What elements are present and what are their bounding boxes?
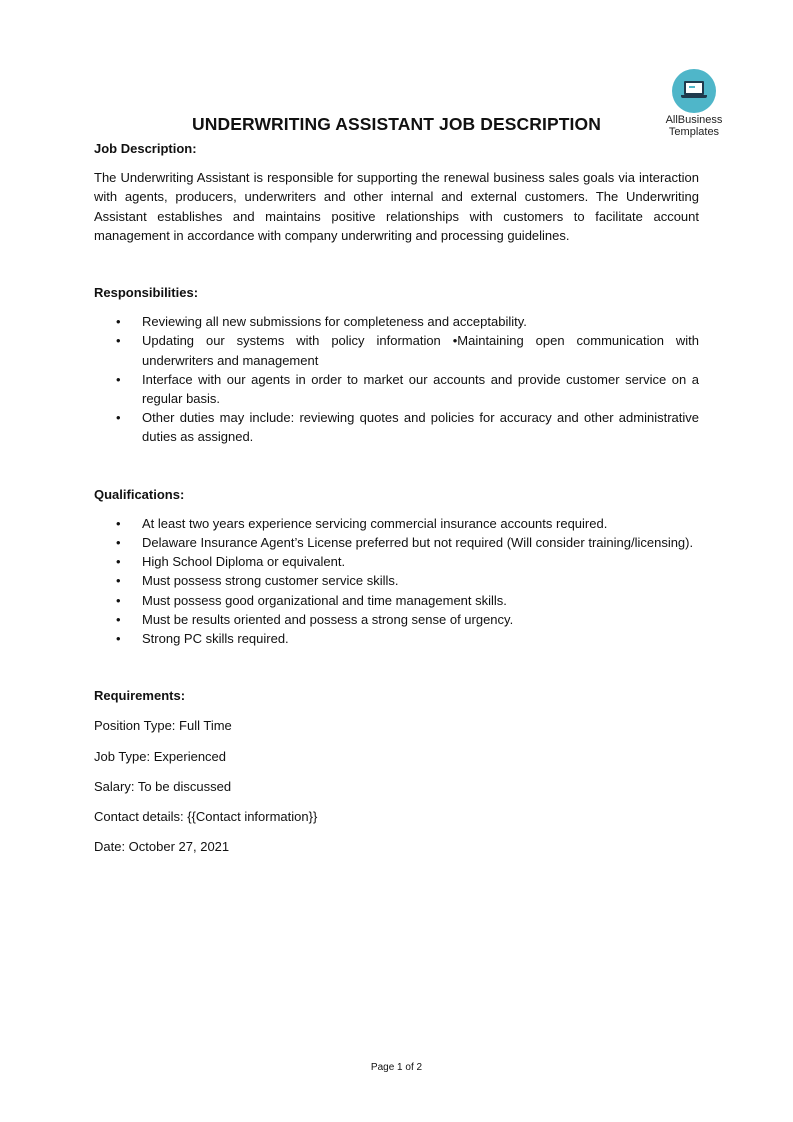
date: Date: October 27, 2021 xyxy=(94,839,230,855)
requirements-heading: Requirements: xyxy=(94,688,186,704)
position-type: Position Type: Full Time xyxy=(94,718,232,734)
job-description-text: The Underwriting Assistant is responsible for supporting the renewal business sales goals via interaction with agents, producers, underwriters and other internal and external customers. The Underwriting Assistant establishes and maintains positive relationships with customers to facilitate account management in accordance with company underwriting and processing guidelines. xyxy=(94,170,699,243)
list-item: • Other duties may include: reviewing quotes and policies for accuracy and other administrative duties as assigned. xyxy=(116,410,699,445)
list-item: • Interface with our agents in order to market our accounts and provide customer service on a regular basis. xyxy=(116,371,699,407)
page-title: UNDERWRITING ASSISTANT JOB DESCRIPTION xyxy=(192,114,601,134)
list-item: • At least two years experience servicing commercial insurance accounts required. xyxy=(94,514,699,533)
job-description-heading: Job Description: xyxy=(94,141,197,156)
document-body xyxy=(94,139,699,856)
list-item: • Must possess good organizational and time management skills. xyxy=(94,591,699,610)
responsibilities-heading: Responsibilities: xyxy=(94,285,199,301)
list-item: • Must be results oriented and possess a strong sense of urgency. xyxy=(94,610,699,629)
list-item: • Strong PC skills required. xyxy=(94,629,699,648)
list-item: • Delaware Insurance Agent’s License preferred but not required (Will consider training/licensing). xyxy=(94,533,699,552)
logo-line-2: Templates xyxy=(668,126,720,138)
bullet-icon: • xyxy=(116,554,121,570)
bullet-icon: • xyxy=(116,371,121,387)
bullet-icon: • xyxy=(116,314,121,330)
list-item: • Reviewing all new submissions for completeness and acceptability. xyxy=(94,312,699,331)
responsibilities-list xyxy=(94,312,699,446)
list-item: • High School Diploma or equivalent. xyxy=(94,552,699,571)
bullet-icon: • xyxy=(116,631,121,647)
bullet-icon: • xyxy=(116,535,121,551)
list-item: • Updating our systems with policy information •Maintaining open communication with underwriters and management xyxy=(116,333,699,368)
laptop-icon xyxy=(672,69,716,113)
contact-details: Contact details: {{Contact information}} xyxy=(94,809,318,825)
bullet-icon: • xyxy=(116,611,121,627)
bullet-icon: • xyxy=(116,515,121,531)
salary: Salary: To be discussed xyxy=(94,778,232,794)
bullet-icon: • xyxy=(116,573,121,589)
qualifications-list xyxy=(94,514,699,648)
job-type: Job Type: Experienced xyxy=(94,748,227,764)
bullet-icon: • xyxy=(116,592,121,608)
bullet-icon: • xyxy=(116,333,121,349)
bullet-icon: • xyxy=(116,410,121,426)
logo-line-1: AllBusiness xyxy=(665,114,723,126)
page-number: Page 1 of 2 xyxy=(370,1062,423,1073)
qualifications-heading: Qualifications: xyxy=(94,486,185,502)
list-item: • Must possess strong customer service skills. xyxy=(94,571,699,590)
